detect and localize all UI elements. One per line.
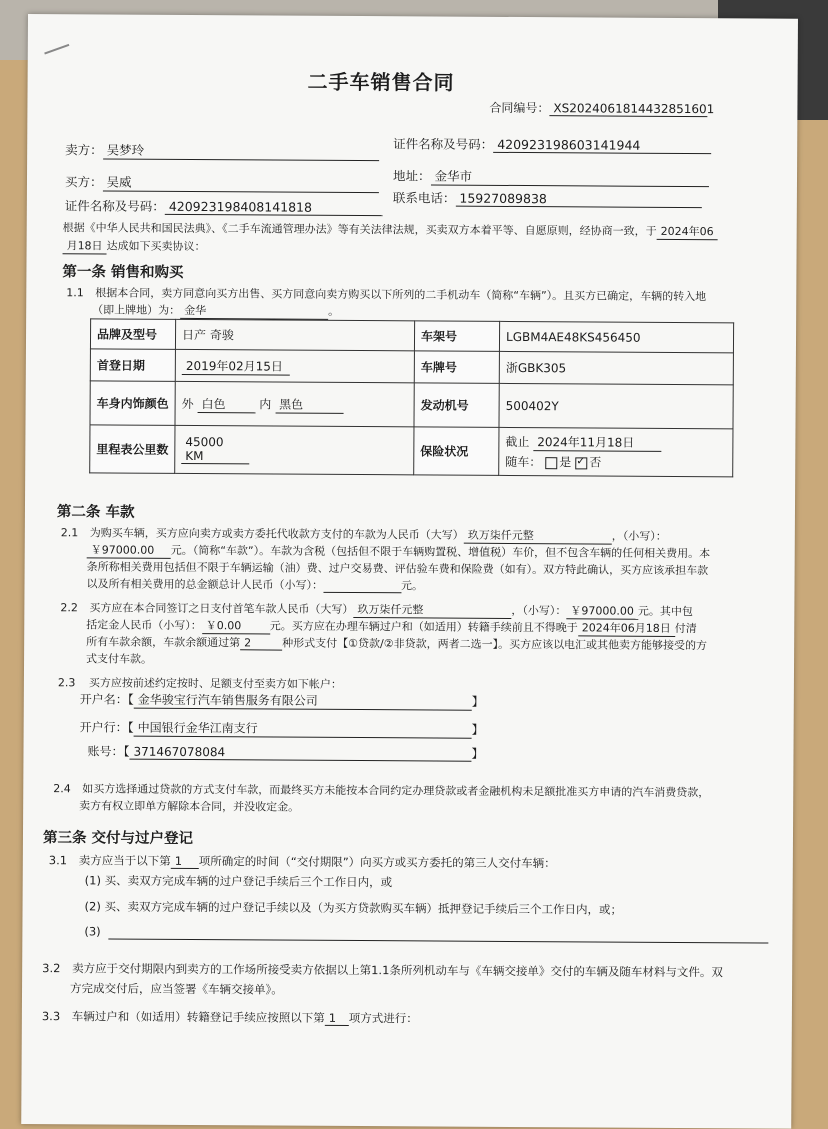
article-3-title: 第三条 交付与过户登记 — [42, 830, 194, 848]
clause-number: 2.4 — [53, 782, 71, 796]
clause-text-f: 所有车款余额，车款余额通过第 — [86, 635, 241, 650]
mileage-cell — [175, 425, 414, 474]
staple-mark — [44, 44, 69, 55]
reg-date-cell — [175, 349, 414, 382]
seller-id-row — [393, 134, 711, 154]
clause-text-small: ，（小写）： — [511, 603, 567, 618]
clause-2-4-line-2: 卖方有权立即单方解除本合同，并没收定金。 — [79, 799, 300, 814]
yuan-unit: 元。 — [400, 579, 424, 593]
clause-text-b: 项方式进行： — [348, 1010, 418, 1026]
clause-text-d: 元。买方应在办理车辆过户和（如适用）转籍手续前且不得晚于 — [269, 619, 578, 635]
vin-value: LGBM4AE48KS456450 — [499, 321, 733, 352]
vehicle-info-table — [89, 318, 734, 477]
clause-number: 2.3 — [57, 676, 76, 690]
clause-3-3 — [42, 1008, 418, 1026]
contract-page — [21, 14, 798, 1129]
checkbox-yes-label: 是 — [559, 455, 572, 470]
buyer-row — [65, 172, 379, 193]
color-label: 车身内饰颜色 — [90, 381, 175, 426]
article-2-title: 第二条 车款 — [56, 504, 135, 521]
vin-label: 车架号 — [414, 321, 499, 352]
clause-3-1 — [49, 852, 556, 871]
insurance-until-date: 2024年11月18日 — [533, 433, 661, 452]
engine-label: 发动机号 — [414, 383, 499, 428]
clause-3-2-line-2: 方完成交付后，应当签署《车辆交接单》。 — [70, 981, 283, 997]
plate-label: 车牌号 — [414, 351, 499, 384]
intro-date-year-month: 2024年06 — [657, 223, 718, 240]
account-number-row — [87, 742, 483, 761]
buyer-id-label: 证件名称及号码： — [64, 198, 165, 214]
checkbox-yes[interactable] — [545, 457, 557, 469]
clause-3-1-option-2: (2) 买、卖双方完成车辆的过户登记手续以及（为买方贷款购买车辆）抵押登记手续后三个工作日内，或； — [84, 899, 623, 917]
seller-id-value: 420923198603141944 — [493, 137, 711, 154]
clause-text: 车辆过户和（如适用）转籍登记手续应按照以下第 — [71, 1009, 325, 1025]
registration-place: 金华 — [180, 302, 328, 320]
clause-2-2-line-4: 式支付车款。 — [86, 652, 153, 666]
buyer-label: 买方： — [64, 174, 103, 190]
phone-value: 15927089838 — [455, 191, 701, 209]
phone-label: 联系电话： — [392, 190, 456, 206]
clause-text-c: 括定金人民币（小写）： — [86, 618, 202, 633]
total-amount-blank — [323, 579, 401, 593]
clause-1-1-place: （即上牌地）为： 金华 。 — [92, 303, 340, 318]
account-number-label: 账号：【 — [87, 744, 130, 759]
account-name-row — [80, 690, 484, 710]
clause-text-b: 元。（简称“车款”）。车款为含税（包括但不限于车辆购置税、增值税）车价，但不包含车辆的任何相关费用。本 — [170, 543, 711, 561]
clause-text: 买方应在本合同签订之日支付首笔车款人民币（大写） — [89, 601, 354, 616]
payment-deadline: 2024年06月18日 — [578, 619, 675, 637]
interior-label: 内 — [259, 396, 272, 411]
account-name-label: 开户名：【 — [79, 692, 134, 707]
first-payment-capital: 玖万柒仟元整 — [353, 601, 511, 619]
price-capital: 玖万柒仟元整 — [464, 527, 612, 545]
clause-3-1-option-1: (1) 买、卖双方完成车辆的过户登记手续后三个工作日内，或 — [84, 873, 393, 890]
contract-number — [489, 99, 715, 117]
account-bank-label: 开户行：【 — [79, 720, 134, 735]
seller-name: 吴梦玲 — [103, 140, 379, 161]
plate-value: 浙GBK305 — [499, 351, 733, 384]
clause-text-b: 元。其中包 — [637, 604, 693, 619]
seller-label: 卖方： — [65, 142, 103, 158]
brand-label: 品牌及型号 — [90, 319, 175, 350]
clause-2-2-line-3 — [86, 633, 707, 653]
intro-line-2 — [63, 237, 206, 255]
clause-3-1-option-3: (3) — [84, 924, 101, 939]
clause-number: 3.2 — [42, 961, 61, 976]
address-value: 金华市 — [430, 166, 708, 187]
clause-text-e: 付清 — [674, 621, 697, 636]
price-numeric: ￥97000.00 — [87, 541, 171, 559]
transfer-item-choice: 1 — [325, 1011, 349, 1026]
insurance-cell — [499, 427, 733, 476]
buyer-name: 吴威 — [102, 172, 378, 193]
clause-text-b: 项所确定的时间（“交付期限”）向买方或买方委托的第三人交付车辆： — [198, 854, 556, 871]
clause-2-3 — [58, 674, 342, 692]
color-cell — [175, 381, 414, 426]
insurance-label: 保险状况 — [414, 427, 499, 476]
clause-text-g: 种形式支付【①贷款/②非贷款，两者二选一】。买方应该以电汇或其他卖方能够接受的方 — [282, 636, 708, 653]
clause-number: 2.1 — [60, 526, 79, 540]
clause-3-2-line-1 — [42, 960, 723, 980]
clause-2-1-line-3: 条所称相关费用包括但不限于车辆运输（油）费、过户交易费、评估验车费和保险费（如有）。双方特此确认，买方应该承担车款 — [86, 560, 709, 578]
clause-number: 3.1 — [48, 853, 68, 868]
account-name-value: 金华骏宝行汽车销售服务有限公司 — [134, 691, 472, 711]
delivery-item-choice: 1 — [171, 854, 199, 869]
first-payment-numeric: ￥97000.00 — [566, 602, 638, 619]
intro-date-day: 月18日 — [63, 237, 107, 254]
clause-text-d: 以及所有相关费用的总金额总计人民币（小写）： — [86, 577, 324, 592]
address-label: 地址： — [392, 168, 431, 184]
article-1-title: 第一条 销售和购买 — [62, 264, 184, 281]
contract-number-label: 合同编号： — [489, 100, 550, 116]
account-bank-row — [80, 718, 484, 738]
buyer-id-row — [65, 196, 383, 216]
brand-value: 日产 奇骏 — [175, 319, 414, 350]
checkbox-no-checked[interactable] — [575, 457, 587, 469]
document-title: 二手车销售合同 — [307, 69, 455, 95]
bracket-close: 】 — [471, 722, 484, 737]
clause-text: 卖方应于交付期限内到卖方的工作场所接受卖方依据以上第1.1条所列机动车与《车辆交接单》交付的车辆及随车材料与文件。双 — [72, 961, 723, 980]
insurance-follow-label: 随车： — [505, 454, 542, 470]
engine-value: 500402Y — [499, 383, 733, 428]
clause-text-2: （即上牌地）为： — [92, 303, 181, 317]
insurance-until-label: 截止 — [505, 434, 530, 450]
clause-2-1-line-4 — [86, 575, 423, 593]
seller-id-label: 证件名称及号码： — [393, 136, 494, 152]
clause-text: 根据本合同，卖方同意向买方出售、买方同意向卖方购买以下所列的二手机动车（简称“车辆”）。且买方已确定，车辆的转入地 — [95, 286, 707, 304]
phone-row — [393, 188, 702, 208]
intro-text-2: 达成如下买卖协议： — [106, 239, 206, 254]
clause-text-small: ，（小写）： — [611, 529, 667, 543]
reg-date-value: 2019年02月15日 — [182, 356, 290, 375]
checkbox-no-label: 否 — [589, 455, 602, 470]
interior-color: 黑色 — [275, 395, 343, 413]
contract-number-value: XS2024061814432851601 — [549, 101, 707, 117]
account-number-value: 371467078084 — [129, 745, 471, 762]
clause-text: 买方应按前述约定按时、足额支付至卖方如下帐户： — [88, 676, 342, 691]
clause-text: 为购买车辆，买方应向卖方或卖方委托代收款方支付的车款为人民币（大写） — [89, 526, 464, 542]
clause-text: 卖方应当于以下第 — [78, 853, 171, 868]
mileage-label: 里程表公里数 — [90, 425, 175, 474]
exterior-label: 外 — [181, 396, 194, 411]
clause-number: 3.3 — [41, 1009, 61, 1024]
payment-mode: 2 — [240, 636, 282, 650]
clause-number: 2.2 — [60, 601, 78, 615]
bracket-close: 】 — [471, 694, 484, 709]
intro-text: 根据《中华人民共和国民法典》、《二手车流通管理办法》等有关法律法规，买卖双方本着平等、自愿原则，经协商一致，于 — [62, 221, 657, 238]
exterior-color: 白色 — [197, 395, 255, 413]
clause-text: 如买方选择通过贷款的方式支付车款，而最终买方未能按本合同约定办理贷款或者金融机构未足额批准买方申请的汽车消费贷款， — [82, 782, 710, 800]
bracket-close: 】 — [471, 746, 484, 761]
mileage-value: 45000 KM — [181, 435, 249, 464]
buyer-id-value: 420923198408141818 — [165, 199, 383, 216]
deposit-amount: ￥0.00 — [202, 617, 270, 634]
seller-row — [65, 140, 379, 161]
account-bank-value: 中国银行金华江南支行 — [134, 719, 472, 739]
option-3-blank-line — [108, 939, 768, 944]
address-row — [393, 166, 709, 187]
reg-date-label: 首登日期 — [90, 349, 175, 382]
clause-number: 1.1 — [66, 286, 84, 300]
